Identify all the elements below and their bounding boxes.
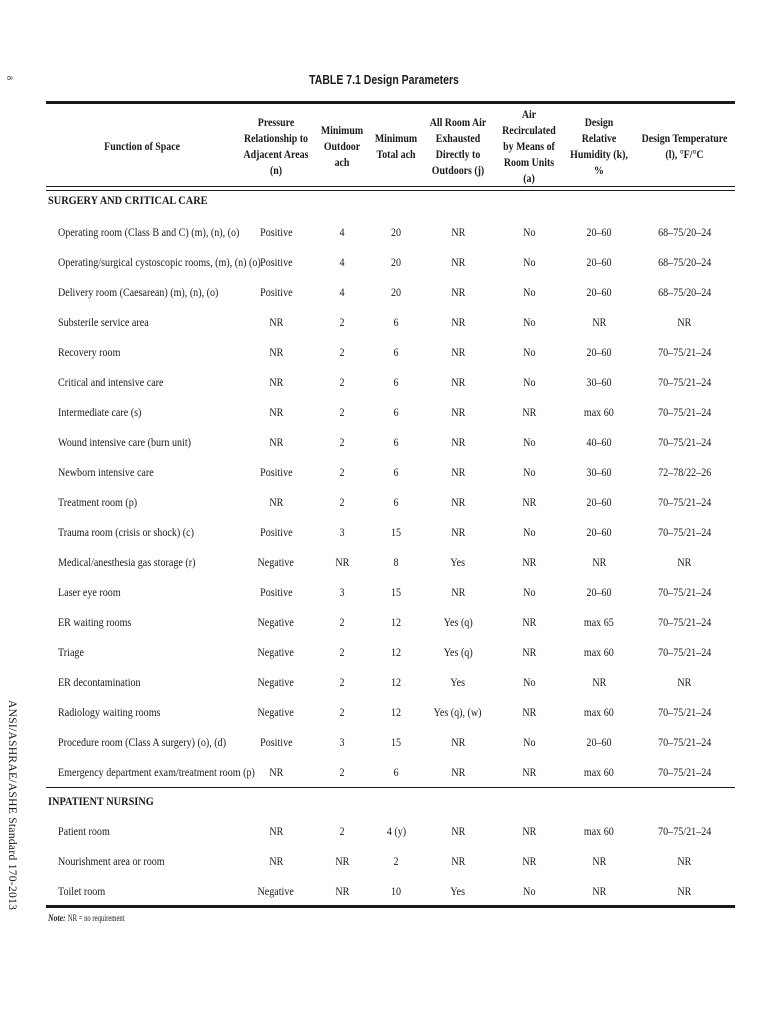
cell-recirculated: No xyxy=(522,675,536,689)
cell-exhausted: Yes (q), (w) xyxy=(434,705,482,719)
cell-total-ach: 15 xyxy=(390,585,402,599)
cell-outdoor-ach: NR xyxy=(334,884,349,898)
table-row xyxy=(46,247,735,277)
table-row xyxy=(46,607,735,637)
cell-recirculated: NR xyxy=(521,824,536,838)
cell-temperature: 70–75/21–24 xyxy=(657,585,712,599)
cell-pressure: NR xyxy=(268,345,283,359)
cell-recirculated: No xyxy=(522,255,536,269)
cell-humidity: 30–60 xyxy=(586,375,612,389)
cell-temperature: 70–75/21–24 xyxy=(657,405,712,419)
cell-humidity: 40–60 xyxy=(586,435,612,449)
cell-humidity: max 60 xyxy=(584,645,614,659)
cell-temperature: 70–75/21–24 xyxy=(657,495,712,509)
cell-recirculated: NR xyxy=(521,555,536,569)
cell-humidity: NR xyxy=(591,854,606,868)
cell-humidity: max 60 xyxy=(584,705,614,719)
spine-standard-label: ANSI/ASHRAE/ASHE Standard 170-2013 xyxy=(6,700,18,911)
header-air-recirculated: Air Recirculated by Means of Room Units (a) xyxy=(502,109,556,185)
cell-exhausted: Yes (q) xyxy=(443,645,473,659)
table-row xyxy=(46,337,735,367)
cell-function: Emergency department exam/treatment room (p) xyxy=(58,765,255,779)
cell-total-ach: 15 xyxy=(390,735,402,749)
cell-pressure: Positive xyxy=(259,465,293,479)
header-rule-upper xyxy=(46,186,735,187)
cell-recirculated: NR xyxy=(521,645,536,659)
cell-total-ach: 20 xyxy=(390,225,402,239)
cell-total-ach: 20 xyxy=(390,255,402,269)
cell-temperature: 70–75/21–24 xyxy=(657,824,712,838)
cell-total-ach: 12 xyxy=(390,615,402,629)
cell-humidity: 20–60 xyxy=(586,525,612,539)
cell-recirculated: NR xyxy=(521,705,536,719)
cell-pressure: Positive xyxy=(259,255,293,269)
cell-temperature: 70–75/21–24 xyxy=(657,435,712,449)
cell-pressure: Negative xyxy=(257,884,295,898)
cell-function: Operating room (Class B and C) (m), (n), (o) xyxy=(58,225,240,239)
cell-humidity: 30–60 xyxy=(586,465,612,479)
table-title: TABLE 7.1 Design Parameters xyxy=(309,73,459,87)
cell-outdoor-ach: 2 xyxy=(339,465,345,479)
cell-recirculated: No xyxy=(522,225,536,239)
cell-function: Delivery room (Caesarean) (m), (n), (o) xyxy=(58,285,219,299)
cell-total-ach: 6 xyxy=(393,765,399,779)
table-row xyxy=(46,397,735,427)
cell-exhausted: NR xyxy=(450,735,465,749)
header-rule-lower xyxy=(46,190,735,191)
cell-recirculated: No xyxy=(522,465,536,479)
table-row xyxy=(46,547,735,577)
cell-function: Triage xyxy=(58,645,84,659)
cell-total-ach: 6 xyxy=(393,435,399,449)
cell-recirculated: No xyxy=(522,345,536,359)
cell-pressure: Negative xyxy=(257,555,295,569)
cell-pressure: Positive xyxy=(259,735,293,749)
table-row xyxy=(46,367,735,397)
cell-function: Newborn intensive care xyxy=(58,465,154,479)
cell-pressure: Positive xyxy=(259,585,293,599)
cell-humidity: 20–60 xyxy=(586,585,612,599)
cell-recirculated: No xyxy=(522,315,536,329)
cell-outdoor-ach: 3 xyxy=(339,585,345,599)
cell-function: ER decontamination xyxy=(58,675,141,689)
cell-total-ach: 6 xyxy=(393,375,399,389)
cell-total-ach: 8 xyxy=(393,555,399,569)
cell-pressure: NR xyxy=(268,495,283,509)
cell-total-ach: 12 xyxy=(390,645,402,659)
table-row xyxy=(46,427,735,457)
cell-outdoor-ach: 2 xyxy=(339,675,345,689)
header-design-temperature: Design Temperature (l), °F/°C xyxy=(641,133,728,161)
table-bottom-rule xyxy=(46,905,735,908)
cell-pressure: NR xyxy=(268,854,283,868)
cell-pressure: Positive xyxy=(259,225,293,239)
cell-pressure: NR xyxy=(268,435,283,449)
cell-total-ach: 6 xyxy=(393,315,399,329)
table-row xyxy=(46,727,735,757)
cell-function: Medical/anesthesia gas storage (r) xyxy=(58,555,196,569)
cell-temperature: 68–75/20–24 xyxy=(657,225,712,239)
cell-pressure: Negative xyxy=(257,675,295,689)
cell-function: Radiology waiting rooms xyxy=(58,705,161,719)
cell-humidity: NR xyxy=(591,675,606,689)
cell-humidity: max 60 xyxy=(584,824,614,838)
cell-pressure: Negative xyxy=(257,645,295,659)
table-row xyxy=(46,637,735,667)
cell-humidity: max 60 xyxy=(584,405,614,419)
cell-recirculated: No xyxy=(522,285,536,299)
cell-pressure: NR xyxy=(268,375,283,389)
cell-exhausted: NR xyxy=(450,375,465,389)
cell-temperature: 70–75/21–24 xyxy=(657,645,712,659)
cell-exhausted: NR xyxy=(450,765,465,779)
cell-outdoor-ach: 2 xyxy=(339,345,345,359)
cell-recirculated: No xyxy=(522,735,536,749)
cell-pressure: NR xyxy=(268,405,283,419)
cell-temperature: NR xyxy=(677,884,692,898)
cell-recirculated: NR xyxy=(521,854,536,868)
section-divider-rule xyxy=(46,787,735,788)
cell-outdoor-ach: NR xyxy=(334,854,349,868)
cell-function: Nourishment area or room xyxy=(58,854,165,868)
table-row xyxy=(46,816,735,846)
header-room-air-exhausted: All Room Air Exhausted Directly to Outdoors (j) xyxy=(429,117,487,177)
table-row xyxy=(46,667,735,697)
table-row xyxy=(46,757,735,787)
cell-humidity: NR xyxy=(591,555,606,569)
cell-outdoor-ach: 2 xyxy=(339,615,345,629)
table-row xyxy=(46,487,735,517)
cell-humidity: NR xyxy=(591,884,606,898)
cell-temperature: NR xyxy=(677,555,692,569)
cell-humidity: NR xyxy=(591,315,606,329)
cell-function: Wound intensive care (burn unit) xyxy=(58,435,191,449)
cell-exhausted: NR xyxy=(450,585,465,599)
cell-function: Critical and intensive care xyxy=(58,375,164,389)
table-row xyxy=(46,517,735,547)
cell-pressure: Positive xyxy=(259,285,293,299)
cell-exhausted: NR xyxy=(450,285,465,299)
cell-temperature: 70–75/21–24 xyxy=(657,705,712,719)
cell-humidity: 20–60 xyxy=(586,285,612,299)
cell-recirculated: NR xyxy=(521,405,536,419)
cell-function: Patient room xyxy=(58,824,110,838)
cell-pressure: NR xyxy=(268,315,283,329)
cell-temperature: 72–78/22–26 xyxy=(657,465,712,479)
table-row xyxy=(46,307,735,337)
cell-total-ach: 6 xyxy=(393,405,399,419)
cell-outdoor-ach: 2 xyxy=(339,765,345,779)
cell-temperature: 68–75/20–24 xyxy=(657,255,712,269)
cell-recirculated: No xyxy=(522,435,536,449)
cell-humidity: 20–60 xyxy=(586,735,612,749)
cell-outdoor-ach: 4 xyxy=(339,255,345,269)
cell-total-ach: 6 xyxy=(393,495,399,509)
cell-recirculated: NR xyxy=(521,765,536,779)
cell-humidity: 20–60 xyxy=(586,495,612,509)
cell-temperature: 70–75/21–24 xyxy=(657,525,712,539)
cell-exhausted: NR xyxy=(450,525,465,539)
cell-temperature: 68–75/20–24 xyxy=(657,285,712,299)
cell-pressure: Negative xyxy=(257,615,295,629)
section-heading: SURGERY AND CRITICAL CARE xyxy=(48,193,208,207)
cell-function: Treatment room (p) xyxy=(58,495,138,509)
page-number: 8 xyxy=(5,76,14,80)
cell-outdoor-ach: 2 xyxy=(339,495,345,509)
table-note: Note: NR = no requirement xyxy=(48,913,125,923)
cell-outdoor-ach: 2 xyxy=(339,824,345,838)
cell-exhausted: NR xyxy=(450,495,465,509)
cell-outdoor-ach: 2 xyxy=(339,705,345,719)
cell-total-ach: 15 xyxy=(390,525,402,539)
cell-recirculated: NR xyxy=(521,495,536,509)
cell-exhausted: NR xyxy=(450,854,465,868)
cell-exhausted: NR xyxy=(450,405,465,419)
cell-humidity: 20–60 xyxy=(586,225,612,239)
cell-pressure: Positive xyxy=(259,525,293,539)
cell-total-ach: 6 xyxy=(393,465,399,479)
cell-function: Procedure room (Class A surgery) (o), (d) xyxy=(58,735,227,749)
cell-recirculated: No xyxy=(522,884,536,898)
cell-exhausted: NR xyxy=(450,824,465,838)
section-heading: INPATIENT NURSING xyxy=(48,794,154,808)
cell-function: Substerile service area xyxy=(58,315,149,329)
cell-exhausted: Yes xyxy=(450,555,466,569)
cell-humidity: max 60 xyxy=(584,765,614,779)
cell-exhausted: Yes (q) xyxy=(443,615,473,629)
header-minimum-outdoor-ach: Minimum Outdoor ach xyxy=(320,125,364,169)
cell-outdoor-ach: 2 xyxy=(339,435,345,449)
cell-function: Toilet room xyxy=(58,884,106,898)
cell-pressure: Negative xyxy=(257,705,295,719)
cell-function: Operating/surgical cystoscopic rooms, (m), (n) (o) xyxy=(58,255,261,269)
cell-function: Laser eye room xyxy=(58,585,121,599)
cell-exhausted: NR xyxy=(450,435,465,449)
cell-humidity: 20–60 xyxy=(586,345,612,359)
cell-total-ach: 2 xyxy=(393,854,399,868)
table-row xyxy=(46,577,735,607)
header-design-relative-humidity: Design Relative Humidity (k), % xyxy=(570,117,628,177)
cell-outdoor-ach: 4 xyxy=(339,225,345,239)
cell-recirculated: No xyxy=(522,375,536,389)
cell-outdoor-ach: 3 xyxy=(339,525,345,539)
table-row xyxy=(46,217,735,247)
cell-total-ach: 6 xyxy=(393,345,399,359)
cell-outdoor-ach: 2 xyxy=(339,315,345,329)
cell-exhausted: NR xyxy=(450,345,465,359)
cell-temperature: 70–75/21–24 xyxy=(657,735,712,749)
cell-humidity: max 65 xyxy=(584,615,614,629)
cell-exhausted: Yes xyxy=(450,675,466,689)
table-row xyxy=(46,697,735,727)
cell-exhausted: NR xyxy=(450,315,465,329)
table-top-rule xyxy=(46,101,735,104)
cell-recirculated: No xyxy=(522,525,536,539)
cell-exhausted: NR xyxy=(450,255,465,269)
cell-temperature: 70–75/21–24 xyxy=(657,615,712,629)
cell-total-ach: 4 (y) xyxy=(386,824,406,838)
cell-outdoor-ach: NR xyxy=(334,555,349,569)
cell-outdoor-ach: 2 xyxy=(339,375,345,389)
cell-recirculated: No xyxy=(522,585,536,599)
cell-exhausted: NR xyxy=(450,465,465,479)
table-row xyxy=(46,277,735,307)
cell-outdoor-ach: 3 xyxy=(339,735,345,749)
cell-temperature: NR xyxy=(677,675,692,689)
cell-function: Intermediate care (s) xyxy=(58,405,142,419)
cell-recirculated: NR xyxy=(521,615,536,629)
header-minimum-total-ach: Minimum Total ach xyxy=(374,133,418,161)
cell-exhausted: Yes xyxy=(450,884,466,898)
cell-function: ER waiting rooms xyxy=(58,615,132,629)
cell-pressure: NR xyxy=(268,765,283,779)
header-pressure-relationship: Pressure Relationship to Adjacent Areas (n) xyxy=(243,117,309,177)
cell-function: Trauma room (crisis or shock) (c) xyxy=(58,525,194,539)
cell-temperature: 70–75/21–24 xyxy=(657,375,712,389)
header-function-of-space: Function of Space xyxy=(104,141,180,153)
cell-function: Recovery room xyxy=(58,345,121,359)
cell-exhausted: NR xyxy=(450,225,465,239)
cell-temperature: 70–75/21–24 xyxy=(657,345,712,359)
cell-outdoor-ach: 2 xyxy=(339,405,345,419)
cell-total-ach: 12 xyxy=(390,705,402,719)
cell-humidity: 20–60 xyxy=(586,255,612,269)
cell-total-ach: 12 xyxy=(390,675,402,689)
table-row xyxy=(46,457,735,487)
table-row xyxy=(46,876,735,906)
cell-outdoor-ach: 4 xyxy=(339,285,345,299)
table-row xyxy=(46,846,735,876)
cell-outdoor-ach: 2 xyxy=(339,645,345,659)
cell-temperature: 70–75/21–24 xyxy=(657,765,712,779)
cell-total-ach: 20 xyxy=(390,285,402,299)
cell-pressure: NR xyxy=(268,824,283,838)
cell-temperature: NR xyxy=(677,854,692,868)
cell-total-ach: 10 xyxy=(390,884,402,898)
cell-temperature: NR xyxy=(677,315,692,329)
